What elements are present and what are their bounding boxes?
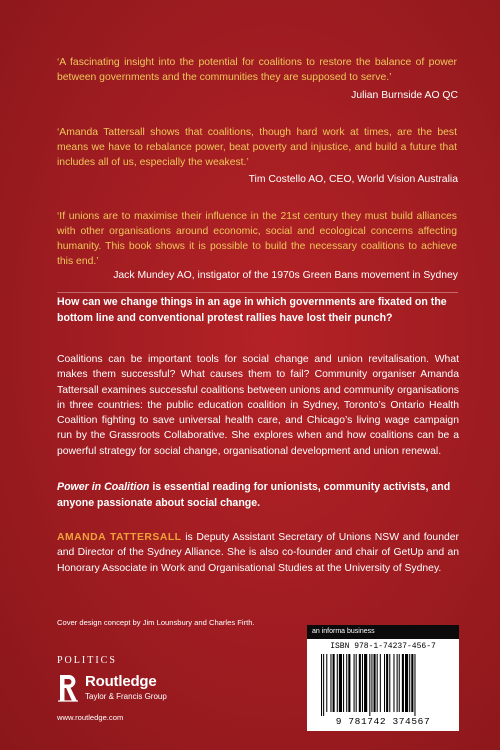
publisher-group: Taylor & Francis Group: [85, 692, 167, 701]
category-label: POLITICS: [57, 655, 117, 666]
quote-3-text: ‘If unions are to maximise their influence in the 21st century they must build alliances with other organisations around economic, social and ecological concerns affecting humanity. This book shows it is possible to build the necessary coalitions to achieve this end.’: [57, 211, 457, 267]
quote-1-text: ‘A fascinating insight into the potential for coalitions to restore the balance of power between governments and the communities they are supposed to serve.’: [57, 57, 457, 83]
quote-2-text: ‘Amanda Tattersall shows that coalitions, though hard work at times, are the best means we have to rebalance power, beat poverty and injustice, and build a future that includes all of us, especially the weakest.’: [57, 127, 457, 168]
author-name: AMANDA TATTERSALL: [57, 532, 182, 543]
publisher-logo: [57, 673, 197, 707]
barcode-panel: [307, 625, 459, 731]
barcode-digits: 9 781742 374567: [335, 716, 431, 727]
divider: [57, 292, 458, 293]
barcode-bars: [319, 654, 447, 716]
book-title: Power in Coalition: [57, 481, 150, 493]
essential-text: is essential reading for unionists, community activists, and anyone passionate about social change.: [57, 481, 451, 509]
quote-3-attribution: Jack Mundey AO, instigator of the 1970s Green Bans movement in Sydney: [113, 270, 458, 281]
book-description: Coalitions can be important tools for social change and union revitalisation. What makes them successful? What causes them to fail? Community organiser Amanda Tattersall examines successful coalitions between unions and community organisations in three countries: the public education coalition in Sydney, Toronto’s Ontario Health Coalition fighting to save universal health care, and Chicago’s living wage campaign run by the Grassroots Collaborative. She explores when and how coalitions can be a powerful strategy for social change, organisational development and union renewal.: [57, 354, 459, 457]
cover-credit: Cover design concept by Jim Lounsbury and Charles Firth.: [57, 618, 255, 627]
essential-reading: [57, 479, 459, 511]
quote-2-attribution: Tim Costello AO, CEO, World Vision Australia: [248, 174, 458, 185]
author-bio: [57, 530, 459, 576]
quote-1-attribution: Julian Burnside AO QC: [351, 90, 458, 101]
publisher-website: www.routledge.com: [57, 713, 124, 722]
lead-question: How can we change things in an age in which governments are fixated on the bottom line and conventional protest rallies have lost their punch?: [57, 296, 447, 324]
publisher-name: Routledge: [85, 673, 157, 690]
informa-tagline: an informa business: [307, 625, 459, 639]
routledge-r-logo-icon: [57, 673, 79, 703]
isbn-label: ISBN 978-1-74237-456-7: [330, 642, 436, 651]
author-bio-text: is Deputy Assistant Secretary of Unions NSW and founder and Director of the Sydney Alliance. She is also co-founder and chair of GetUp and an Honorary Associate in Work and Organisational Studies at the University of Sydney.: [57, 532, 459, 574]
